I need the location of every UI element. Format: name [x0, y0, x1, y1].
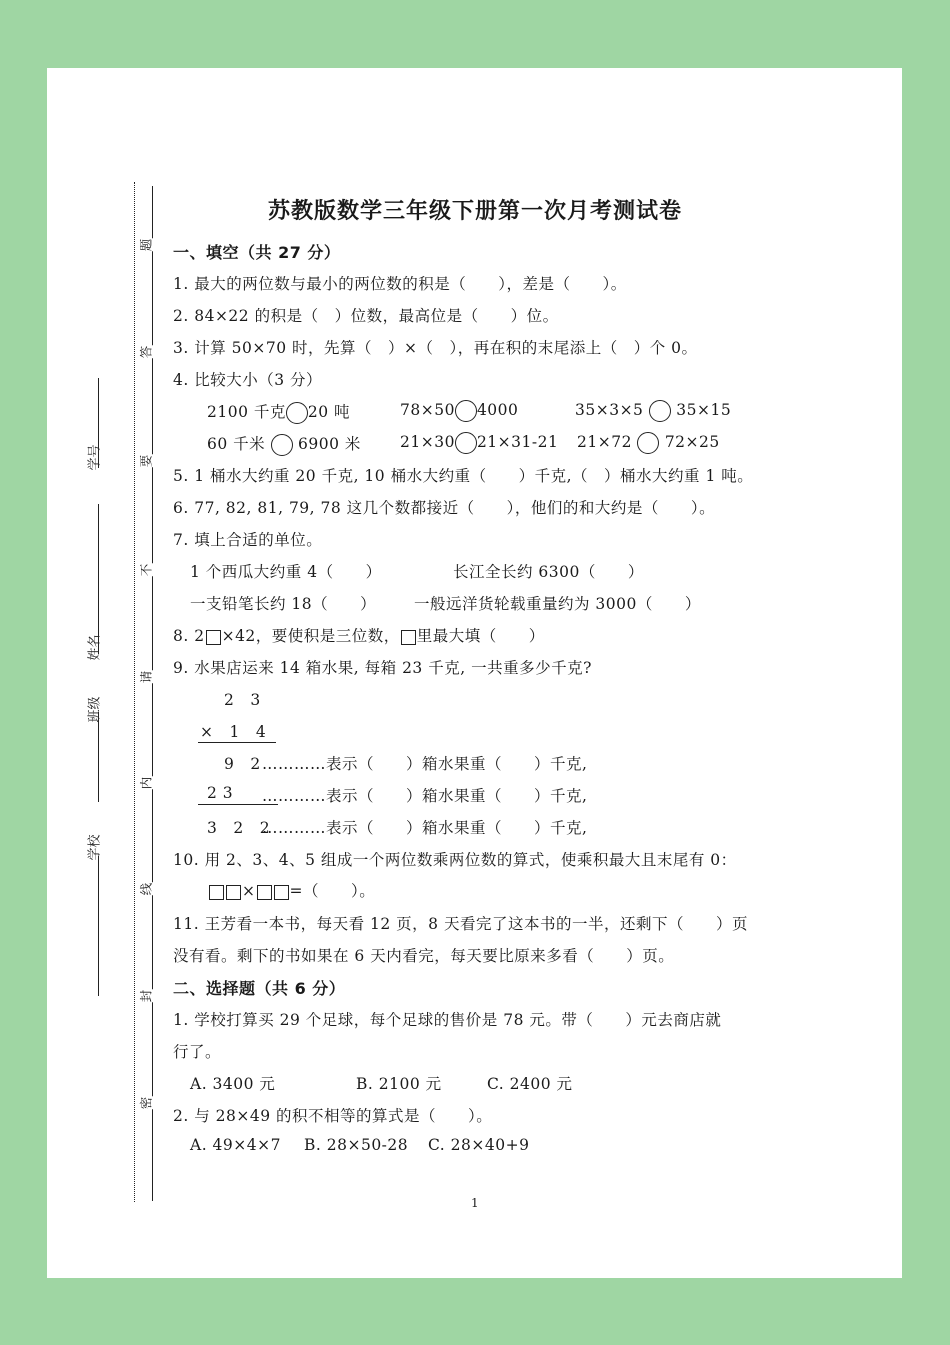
question-8 [173, 624, 545, 646]
choice-option[interactable]: A. 49×4×7 [190, 1136, 281, 1154]
choice-option[interactable]: A. 3400 元 [190, 1075, 276, 1093]
label-name: 姓名 [87, 634, 103, 661]
choice-question-1: 1. 学校打算买 29 个足球，每个足球的售价是 78 元。带（ ）元去商店就 [173, 1011, 722, 1029]
compare-left: 78×50 [400, 401, 455, 419]
question-10: 10. 用 2、3、4、5 组成一个两位数乘两位数的算式，使乘积最大且末尾有 0： [173, 851, 737, 869]
q7-item-a: 1 个西瓜大约重 4（ ） [190, 563, 382, 581]
compare-right: 72×25 [664, 433, 720, 451]
compare-right: 20 吨 [307, 403, 351, 421]
seal-char: 不 [138, 563, 154, 577]
choice-option[interactable]: C. 28×40+9 [428, 1136, 530, 1154]
compare-left: 21×30 [400, 433, 455, 451]
question-7: 7. 填上合适的单位。 [173, 531, 323, 549]
q10-tail: =（ ）。 [289, 882, 376, 900]
page-title: 苏教版数学三年级下册第一次月考测试卷 [267, 199, 682, 224]
calc-rule [198, 742, 276, 743]
question-5: 5. 1 桶水大约重 20 千克, 10 桶水大约重（ ）千克,（ ）桶水大约重 1 吨。 [173, 467, 754, 485]
name-underline [98, 504, 99, 654]
compare-right: 6900 米 [298, 435, 361, 453]
seal-char: 密 [138, 1096, 154, 1110]
compare-left: 60 千米 [207, 435, 266, 453]
label-class: 班级 [87, 696, 103, 723]
number-underline [98, 378, 99, 468]
choice-question-1-cont: 行了。 [173, 1043, 222, 1061]
question-4: 4. 比较大小（3 分） [173, 371, 323, 389]
seal-char: 题 [138, 238, 154, 252]
seal-char: 要 [138, 454, 154, 468]
q8-suffix: 里最大填（ ） [416, 627, 545, 645]
compare-circle[interactable] [286, 402, 308, 424]
q7-item-c: 一支铅笔长约 18（ ） [190, 595, 377, 613]
class-underline [98, 712, 99, 802]
question-3: 3. 计算 50×70 时，先算（ ）×（ ），再在积的末尾添上（ ）个 0。 [173, 339, 698, 357]
compare-right: 35×15 [676, 401, 732, 419]
compare-circle[interactable] [637, 432, 659, 454]
choice-question-2: 2. 与 28×49 的积不相等的算式是（ ）。 [173, 1107, 493, 1125]
compare-item [207, 432, 361, 456]
binding-solid-line [152, 186, 153, 1201]
q7-item-d: 一般远洋货轮载重量约为 3000（ ） [414, 595, 701, 613]
compare-item [577, 432, 720, 454]
blank-box[interactable] [274, 885, 289, 900]
binding-dotted-line [134, 182, 135, 1202]
question-1: 1. 最大的两位数与最小的两位数的积是（ ），差是（ ）。 [173, 275, 627, 293]
section1-heading: 一、填空（共 27 分） [173, 243, 341, 262]
calc-row: × 1 4 [200, 723, 267, 741]
compare-item [400, 432, 558, 454]
question-9: 9. 水果店运来 14 箱水果, 每箱 23 千克, 一共重多少千克? [173, 659, 592, 677]
compare-item [207, 400, 350, 424]
compare-right: 4000 [476, 401, 519, 419]
q8-middle: ×42，要使积是三位数， [221, 627, 400, 645]
calc-row: 2 3 [224, 691, 261, 709]
compare-circle[interactable] [271, 434, 293, 456]
label-number: 学号 [87, 444, 103, 471]
compare-item [575, 400, 731, 422]
compare-left: 35×3×5 [575, 401, 644, 419]
blank-box[interactable] [257, 885, 272, 900]
times-sign: × [242, 882, 256, 900]
q8-prefix: 8. 2 [173, 627, 205, 645]
choice-option[interactable]: C. 2400 元 [487, 1075, 573, 1093]
compare-left: 21×72 [577, 433, 632, 451]
school-underline [98, 856, 99, 996]
compare-circle[interactable] [455, 432, 477, 454]
blank-box[interactable] [209, 885, 224, 900]
calc-row: 3 2 2 [207, 819, 271, 837]
compare-circle[interactable] [649, 400, 671, 422]
blank-box[interactable] [206, 630, 221, 645]
choice-option[interactable]: B. 28×50-28 [304, 1136, 409, 1154]
calc-row: 9 2 [224, 755, 261, 773]
seal-char: 答 [138, 345, 154, 359]
calc-fill: …………表示（ ）箱水果重（ ）千克, [262, 819, 588, 837]
seal-char: 封 [138, 989, 154, 1003]
blank-box[interactable] [401, 630, 416, 645]
calc-row: 2 3 [207, 784, 234, 802]
label-school: 学校 [87, 834, 103, 861]
q10-expression [208, 879, 375, 901]
compare-item [400, 400, 518, 422]
calc-fill: …………表示（ ）箱水果重（ ）千克, [262, 755, 588, 773]
q7-item-b: 长江全长约 6300（ ） [453, 563, 644, 581]
seal-char: 内 [138, 776, 154, 790]
section2-heading: 二、选择题（共 6 分） [173, 979, 346, 998]
question-11-cont: 没有看。剩下的书如果在 6 天内看完，每天要比原来多看（ ）页。 [173, 947, 675, 965]
seal-char: 请 [138, 670, 154, 684]
question-11: 11. 王芳看一本书，每天看 12 页，8 天看完了这本书的一半，还剩下（ ）页 [173, 915, 748, 933]
question-2: 2. 84×22 的积是（ ）位数，最高位是（ ）位。 [173, 307, 559, 325]
question-6: 6. 77, 82, 81, 79, 78 这几个数都接近（ ），他们的和大约是（ ）。 [173, 499, 716, 517]
seal-char: 线 [138, 882, 154, 896]
compare-left: 2100 千克 [207, 403, 286, 421]
calc-fill: …………表示（ ）箱水果重（ ）千克, [262, 787, 588, 805]
compare-circle[interactable] [455, 400, 477, 422]
choice-option[interactable]: B. 2100 元 [356, 1075, 442, 1093]
page-number: 1 [471, 1196, 480, 1210]
blank-box[interactable] [226, 885, 241, 900]
compare-right: 21×31-21 [476, 433, 559, 451]
